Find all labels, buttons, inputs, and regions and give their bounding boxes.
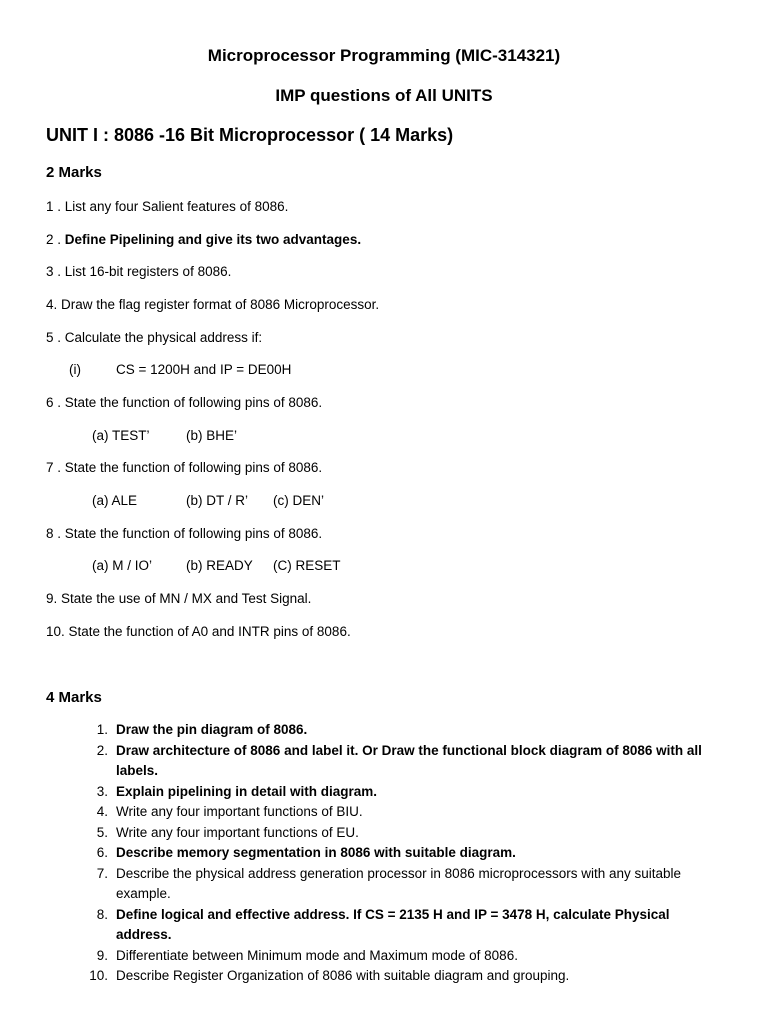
unit-heading: UNIT I : 8086 -16 Bit Microprocessor ( 14 Marks) bbox=[46, 125, 454, 145]
question-2m-6-option-b: (b) BHE’ bbox=[186, 428, 238, 443]
list-item-number: 4. bbox=[96, 804, 108, 819]
list-item-number: 5. bbox=[96, 824, 108, 840]
four-marks-question-list bbox=[0, 720, 768, 987]
question-2m-6-option-a: (a) TEST’ bbox=[92, 428, 150, 443]
list-item-text: Draw architecture of 8086 and label it. Or Draw the functional block diagram of 8086 with all labels. bbox=[116, 742, 702, 778]
question-2m-8-option-b: (b) READY bbox=[186, 558, 253, 573]
list-item-text: Describe Register Organization of 8086 with suitable diagram and grouping. bbox=[116, 968, 570, 983]
list-item-number: 9. bbox=[96, 947, 108, 963]
question-2m-2-text: Define Pipelining and give its two advantages. bbox=[64, 232, 362, 247]
question-2m-3: 3 . List 16-bit registers of 8086. bbox=[46, 264, 232, 279]
question-2m-5-sub-label: (i) bbox=[69, 362, 81, 377]
question-2m-9: 9. State the use of MN / MX and Test Signal. bbox=[46, 591, 312, 606]
question-2m-5: 5 . Calculate the physical address if: bbox=[46, 330, 263, 345]
question-2m-7-option-b: (b) DT / R’ bbox=[186, 493, 249, 508]
list-item bbox=[0, 966, 716, 987]
list-item-number: 7. bbox=[96, 865, 108, 881]
question-2m-4: 4. Draw the flag register format of 8086 Microprocessor. bbox=[46, 297, 380, 312]
list-item-number: 8. bbox=[96, 906, 108, 922]
four-marks-heading: 4 Marks bbox=[46, 689, 102, 706]
list-item bbox=[0, 741, 716, 782]
question-2m-7-option-a: (a) ALE bbox=[92, 493, 138, 508]
list-item-text: Describe memory segmentation in 8086 with suitable diagram. bbox=[116, 845, 516, 860]
document-title: Microprocessor Programming (MIC-314321) bbox=[207, 46, 561, 65]
list-item bbox=[0, 946, 716, 967]
list-item-number: 10. bbox=[89, 968, 108, 983]
list-item-text: Define logical and effective address. If CS = 2135 H and IP = 3478 H, calculate Physical address. bbox=[116, 906, 670, 942]
list-item bbox=[0, 720, 716, 741]
list-item-text: Draw the pin diagram of 8086. bbox=[116, 722, 308, 737]
question-2m-1: 1 . List any four Salient features of 8086. bbox=[46, 199, 289, 214]
question-2m-10: 10. State the function of A0 and INTR pins of 8086. bbox=[46, 624, 351, 639]
question-2m-2 bbox=[46, 232, 361, 247]
list-item bbox=[0, 823, 716, 844]
question-2m-8-option-c: (C) RESET bbox=[273, 558, 341, 573]
list-item-number: 2. bbox=[96, 742, 108, 758]
document-subtitle: IMP questions of All UNITS bbox=[275, 86, 493, 105]
question-2m-8: 8 . State the function of following pins of 8086. bbox=[46, 526, 323, 541]
question-2m-6: 6 . State the function of following pins of 8086. bbox=[46, 395, 323, 410]
list-item-number: 3. bbox=[96, 783, 108, 799]
list-item-text: Write any four important functions of EU. bbox=[116, 824, 359, 840]
question-2m-7-option-c: (c) DEN’ bbox=[273, 493, 324, 508]
list-item bbox=[0, 905, 716, 946]
list-item-text: Write any four important functions of BIU. bbox=[116, 804, 363, 819]
question-2m-7: 7 . State the function of following pins of 8086. bbox=[46, 460, 323, 475]
list-item-text: Differentiate between Minimum mode and Maximum mode of 8086. bbox=[116, 947, 518, 963]
list-item-text: Describe the physical address generation processor in 8086 microprocessors with any suitable example. bbox=[116, 865, 682, 901]
list-item bbox=[0, 843, 716, 864]
list-item-number: 1. bbox=[96, 722, 108, 737]
list-item-number: 6. bbox=[96, 845, 108, 860]
question-2m-5-sub-text: CS = 1200H and IP = DE00H bbox=[116, 362, 292, 377]
list-item bbox=[0, 864, 716, 905]
question-2m-2-number: 2 . bbox=[46, 232, 65, 247]
two-marks-heading: 2 Marks bbox=[46, 164, 102, 181]
list-item-text: Explain pipelining in detail with diagram. bbox=[116, 783, 378, 799]
question-2m-8-option-a: (a) M / IO’ bbox=[92, 558, 152, 573]
list-item bbox=[0, 782, 716, 803]
list-item bbox=[0, 802, 716, 823]
